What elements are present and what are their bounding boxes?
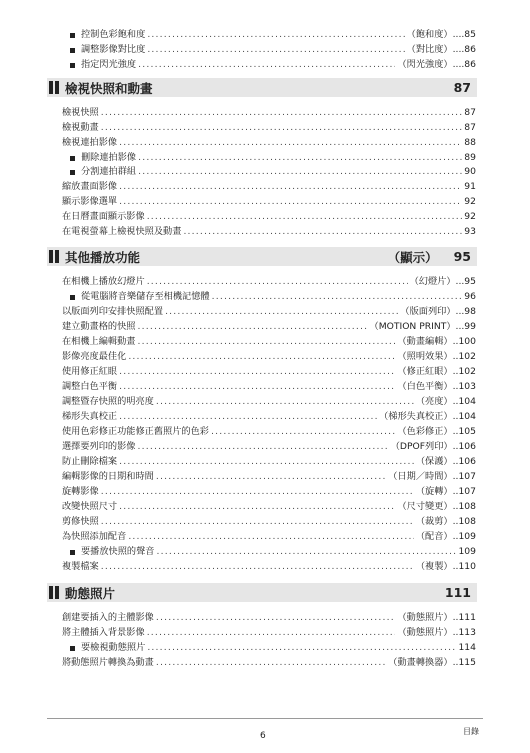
- leader-dots: [147, 626, 396, 640]
- dot-sep: ..: [452, 531, 459, 542]
- entry-ref: （飽和度）: [406, 29, 453, 40]
- dot-sep: ..: [452, 411, 459, 422]
- toc-entry[interactable]: [62, 425, 476, 439]
- leader-dots: [119, 180, 462, 194]
- leader-dots: [147, 43, 404, 57]
- bullet-icon: [70, 295, 75, 300]
- section-marker-icon: [49, 81, 61, 94]
- leader-dots: [101, 485, 414, 499]
- leader-dots: [119, 136, 462, 150]
- entry-label: 將動態照片轉換為動畫: [62, 657, 154, 668]
- leader-dots: [119, 410, 377, 424]
- entry-page: 115: [458, 657, 476, 668]
- leader-dots: [211, 425, 395, 439]
- leader-dots: [147, 641, 456, 655]
- entry-page: 100: [458, 336, 476, 347]
- entry-label: 分割連拍群組: [81, 166, 137, 177]
- toc-entry[interactable]: [62, 121, 476, 135]
- entry-page: 107: [458, 486, 476, 497]
- entry-label: 編輯影像的日期和時間: [62, 471, 154, 482]
- section-marker-icon: [49, 250, 61, 263]
- entry-ref: （梯形失真校正）: [379, 411, 453, 422]
- bullet-icon: [70, 63, 75, 68]
- entry-label: 刪除連拍影像: [81, 152, 137, 163]
- entry-label: 在日曆畫面顯示影像: [62, 211, 145, 222]
- entry-page: 104: [458, 411, 476, 422]
- leader-dots: [119, 380, 395, 394]
- dot-sep: ..: [452, 516, 459, 527]
- toc-entry[interactable]: [62, 305, 476, 319]
- dot-sep: ..: [452, 426, 459, 437]
- toc-entry[interactable]: [62, 485, 476, 499]
- entry-label: 檢視動畫: [62, 122, 99, 133]
- entry-ref: （尺寸變更）: [397, 501, 453, 512]
- leader-dots: [119, 195, 462, 209]
- entry-page: 93: [464, 226, 476, 237]
- entry-ref: （動態照片）: [397, 627, 453, 638]
- dot-sep: ..: [452, 366, 459, 377]
- entry-page: 107: [458, 471, 476, 482]
- entry-label: 剪修快照: [62, 516, 99, 527]
- entry-ref: （版面列印）: [400, 306, 456, 317]
- entry-page: 103: [458, 381, 476, 392]
- entry-page: 109: [458, 531, 476, 542]
- entry-label: 為快照添加配音: [62, 531, 127, 542]
- leader-dots: [165, 305, 398, 319]
- entry-page: 85: [464, 29, 476, 40]
- section-header: [47, 78, 477, 97]
- section-page: 87: [453, 80, 471, 95]
- entry-page: 108: [458, 516, 476, 527]
- dot-sep: ..: [452, 471, 459, 482]
- leader-dots: [147, 275, 408, 289]
- entry-ref: （幻燈片）: [409, 276, 456, 287]
- entry-page: 102: [458, 366, 476, 377]
- entry-ref: （白色平衡）: [397, 381, 453, 392]
- toc-entry[interactable]: [62, 136, 476, 150]
- leader-dots: [138, 320, 368, 334]
- dot-sep: ..: [452, 381, 459, 392]
- toc-entry[interactable]: [62, 195, 476, 209]
- leader-dots: [157, 545, 457, 559]
- toc-entry[interactable]: [62, 515, 476, 529]
- entry-page: 113: [458, 627, 476, 638]
- section-title: 其他播放功能: [65, 249, 141, 265]
- leader-dots: [138, 151, 462, 165]
- toc-entry[interactable]: [62, 455, 476, 469]
- entry-page: 86: [464, 44, 476, 55]
- entry-label: 使用色彩修正功能修正舊照片的色彩: [62, 426, 209, 437]
- section-ref: （顯示）: [387, 249, 438, 265]
- dot-sep: ..: [452, 501, 459, 512]
- leader-dots: [138, 165, 462, 179]
- toc-entry[interactable]: [62, 365, 476, 379]
- entry-label: 指定閃光強度: [81, 59, 137, 70]
- entry-page: 98: [464, 306, 476, 317]
- entry-page: 96: [464, 291, 476, 302]
- entry-label: 調整暨存快照的明亮度: [62, 396, 154, 407]
- entry-page: 91: [464, 181, 476, 192]
- toc-entry[interactable]: [62, 530, 476, 544]
- dot-sep: ..: [452, 627, 459, 638]
- entry-label: 影像亮度最佳化: [62, 351, 127, 362]
- dot-sep: ...: [455, 306, 465, 317]
- leader-dots: [119, 500, 395, 514]
- entry-ref: （亮度）: [415, 396, 453, 407]
- entry-page: 99: [464, 321, 476, 332]
- toc-entry[interactable]: [62, 210, 476, 224]
- entry-page: 88: [464, 137, 476, 148]
- toc-entry[interactable]: [70, 28, 476, 42]
- entry-ref: （旋轉）: [415, 486, 453, 497]
- entry-label: 梯形失真校正: [62, 411, 118, 422]
- page-number: 6: [260, 731, 266, 741]
- leader-dots: [101, 515, 414, 529]
- toc-entry[interactable]: [62, 656, 476, 670]
- bullet-icon: [70, 33, 75, 38]
- dot-sep: ..: [452, 561, 459, 572]
- leader-dots: [138, 58, 395, 72]
- toc-entry[interactable]: [70, 43, 476, 57]
- entry-ref: （複製）: [415, 561, 453, 572]
- entry-label: 檢視快照: [62, 107, 99, 118]
- leader-dots: [212, 290, 463, 304]
- toc-entry[interactable]: [62, 335, 476, 349]
- entry-label: 複製檔案: [62, 561, 99, 572]
- toc-entry[interactable]: [62, 225, 476, 239]
- dot-sep: ...: [455, 321, 465, 332]
- entry-label: 顯示影像選單: [62, 196, 118, 207]
- section-marker-icon: [49, 586, 61, 599]
- toc-entry[interactable]: [62, 560, 476, 574]
- bullet-icon: [70, 170, 75, 175]
- footer-label: 目錄: [463, 727, 479, 736]
- toc-entry[interactable]: [62, 440, 476, 454]
- dot-sep: ..: [452, 441, 459, 452]
- dot-sep: ...: [455, 276, 465, 287]
- dot-sep: ..: [452, 396, 459, 407]
- entry-page: 92: [464, 211, 476, 222]
- entry-page: 109: [458, 546, 476, 557]
- toc-entry[interactable]: [70, 545, 476, 559]
- entry-page: 86: [464, 59, 476, 70]
- entry-label: 調整白色平衡: [62, 381, 118, 392]
- dot-sep: ....: [452, 44, 465, 55]
- toc-entry[interactable]: [62, 106, 476, 120]
- toc-entry[interactable]: [62, 611, 476, 625]
- entry-ref: （色彩修正）: [397, 426, 453, 437]
- leader-dots: [147, 210, 463, 224]
- entry-page: 111: [458, 612, 476, 623]
- entry-page: 95: [464, 276, 476, 287]
- toc-entry[interactable]: [70, 165, 476, 179]
- leader-dots: [156, 656, 386, 670]
- leader-dots: [138, 440, 389, 454]
- entry-label: 縮放畫面影像: [62, 181, 118, 192]
- entry-page: 87: [464, 122, 476, 133]
- entry-ref: （保護）: [415, 456, 453, 467]
- entry-label: 在相機上播放幻燈片: [62, 276, 145, 287]
- entry-label: 使用修正紅眼: [62, 366, 118, 377]
- leader-dots: [119, 365, 395, 379]
- entry-label: 將主體插入背景影像: [62, 627, 145, 638]
- toc-entry[interactable]: [62, 410, 476, 424]
- toc-entry[interactable]: [70, 58, 476, 72]
- entry-label: 要播放快照的聲音: [81, 546, 155, 557]
- toc-entry[interactable]: [70, 290, 476, 304]
- entry-page: 92: [464, 196, 476, 207]
- toc-entry[interactable]: [62, 320, 476, 334]
- bullet-icon: [70, 156, 75, 161]
- toc-entry[interactable]: [62, 275, 476, 289]
- entry-ref: （閃光強度）: [397, 59, 453, 70]
- section-page: 95: [453, 249, 471, 264]
- leader-dots: [128, 350, 395, 364]
- leader-dots: [147, 28, 404, 42]
- section-title: 檢視快照和動畫: [65, 80, 153, 96]
- entry-page: 114: [458, 642, 476, 653]
- leader-dots: [101, 121, 463, 135]
- toc-entry[interactable]: [62, 626, 476, 640]
- entry-label: 在電視螢幕上檢視快照及動畫: [62, 226, 182, 237]
- toc-entry[interactable]: [62, 470, 476, 484]
- leader-dots: [183, 225, 462, 239]
- entry-label: 控制色彩飽和度: [81, 29, 146, 40]
- leader-dots: [101, 560, 414, 574]
- toc-entry[interactable]: [62, 380, 476, 394]
- bullet-icon: [70, 550, 75, 555]
- dot-sep: ..: [452, 456, 459, 467]
- entry-label: 選擇要列印的影像: [62, 441, 136, 452]
- entry-page: 106: [458, 441, 476, 452]
- entry-page: 87: [464, 107, 476, 118]
- bullet-icon: [70, 48, 75, 53]
- entry-page: 102: [458, 351, 476, 362]
- entry-ref: （照明效果）: [397, 351, 453, 362]
- entry-ref: （MOTION PRINT）: [369, 321, 456, 332]
- leader-dots: [128, 530, 414, 544]
- toc-entry[interactable]: [62, 350, 476, 364]
- entry-ref: （對比度）: [406, 44, 453, 55]
- leader-dots: [101, 106, 463, 120]
- entry-label: 以版面列印安排快照配置: [62, 306, 164, 317]
- entry-page: 104: [458, 396, 476, 407]
- toc-entry[interactable]: [70, 151, 476, 165]
- entry-ref: （動畫轉換器）: [388, 657, 453, 668]
- section-page: 111: [444, 585, 471, 600]
- entry-page: 90: [464, 166, 476, 177]
- entry-label: 改變快照尺寸: [62, 501, 118, 512]
- entry-page: 106: [458, 456, 476, 467]
- toc-entry[interactable]: [62, 395, 476, 409]
- entry-ref: （DPOF列印）: [390, 441, 453, 452]
- entry-label: 從電腦將音樂儲存至相機記憶體: [81, 291, 210, 302]
- toc-entry[interactable]: [62, 180, 476, 194]
- entry-ref: （動態照片）: [397, 612, 453, 623]
- toc-entry[interactable]: [70, 641, 476, 655]
- entry-label: 在相機上編輯動畫: [62, 336, 136, 347]
- dot-sep: ....: [452, 29, 465, 40]
- entry-label: 旋轉影像: [62, 486, 99, 497]
- section-header: [47, 583, 477, 602]
- leader-dots: [138, 335, 396, 349]
- dot-sep: ..: [452, 486, 459, 497]
- leader-dots: [156, 395, 414, 409]
- dot-sep: ..: [452, 657, 459, 668]
- entry-label: 要檢視動態照片: [81, 642, 146, 653]
- entry-page: 110: [458, 561, 476, 572]
- dot-sep: ..: [452, 351, 459, 362]
- leader-dots: [156, 470, 386, 484]
- footer-divider: [47, 718, 483, 719]
- leader-dots: [119, 455, 414, 469]
- bullet-icon: [70, 646, 75, 651]
- entry-label: 創建要插入的主體影像: [62, 612, 154, 623]
- entry-ref: （修正紅眼）: [397, 366, 453, 377]
- toc-entry[interactable]: [62, 500, 476, 514]
- entry-page: 89: [464, 152, 476, 163]
- entry-label: 建立動畫格的快照: [62, 321, 136, 332]
- entry-ref: （日期／時間）: [388, 471, 453, 482]
- section-header: [47, 247, 477, 266]
- entry-page: 105: [458, 426, 476, 437]
- entry-ref: （配音）: [415, 531, 453, 542]
- dot-sep: ..: [452, 612, 459, 623]
- entry-label: 調整影像對比度: [81, 44, 146, 55]
- entry-ref: （動畫編輯）: [397, 336, 453, 347]
- dot-sep: ..: [452, 336, 459, 347]
- entry-label: 防止刪除檔案: [62, 456, 118, 467]
- leader-dots: [156, 611, 396, 625]
- section-title: 動態照片: [65, 585, 116, 601]
- entry-label: 檢視連拍影像: [62, 137, 118, 148]
- entry-ref: （裁剪）: [415, 516, 453, 527]
- entry-page: 108: [458, 501, 476, 512]
- dot-sep: ....: [452, 59, 465, 70]
